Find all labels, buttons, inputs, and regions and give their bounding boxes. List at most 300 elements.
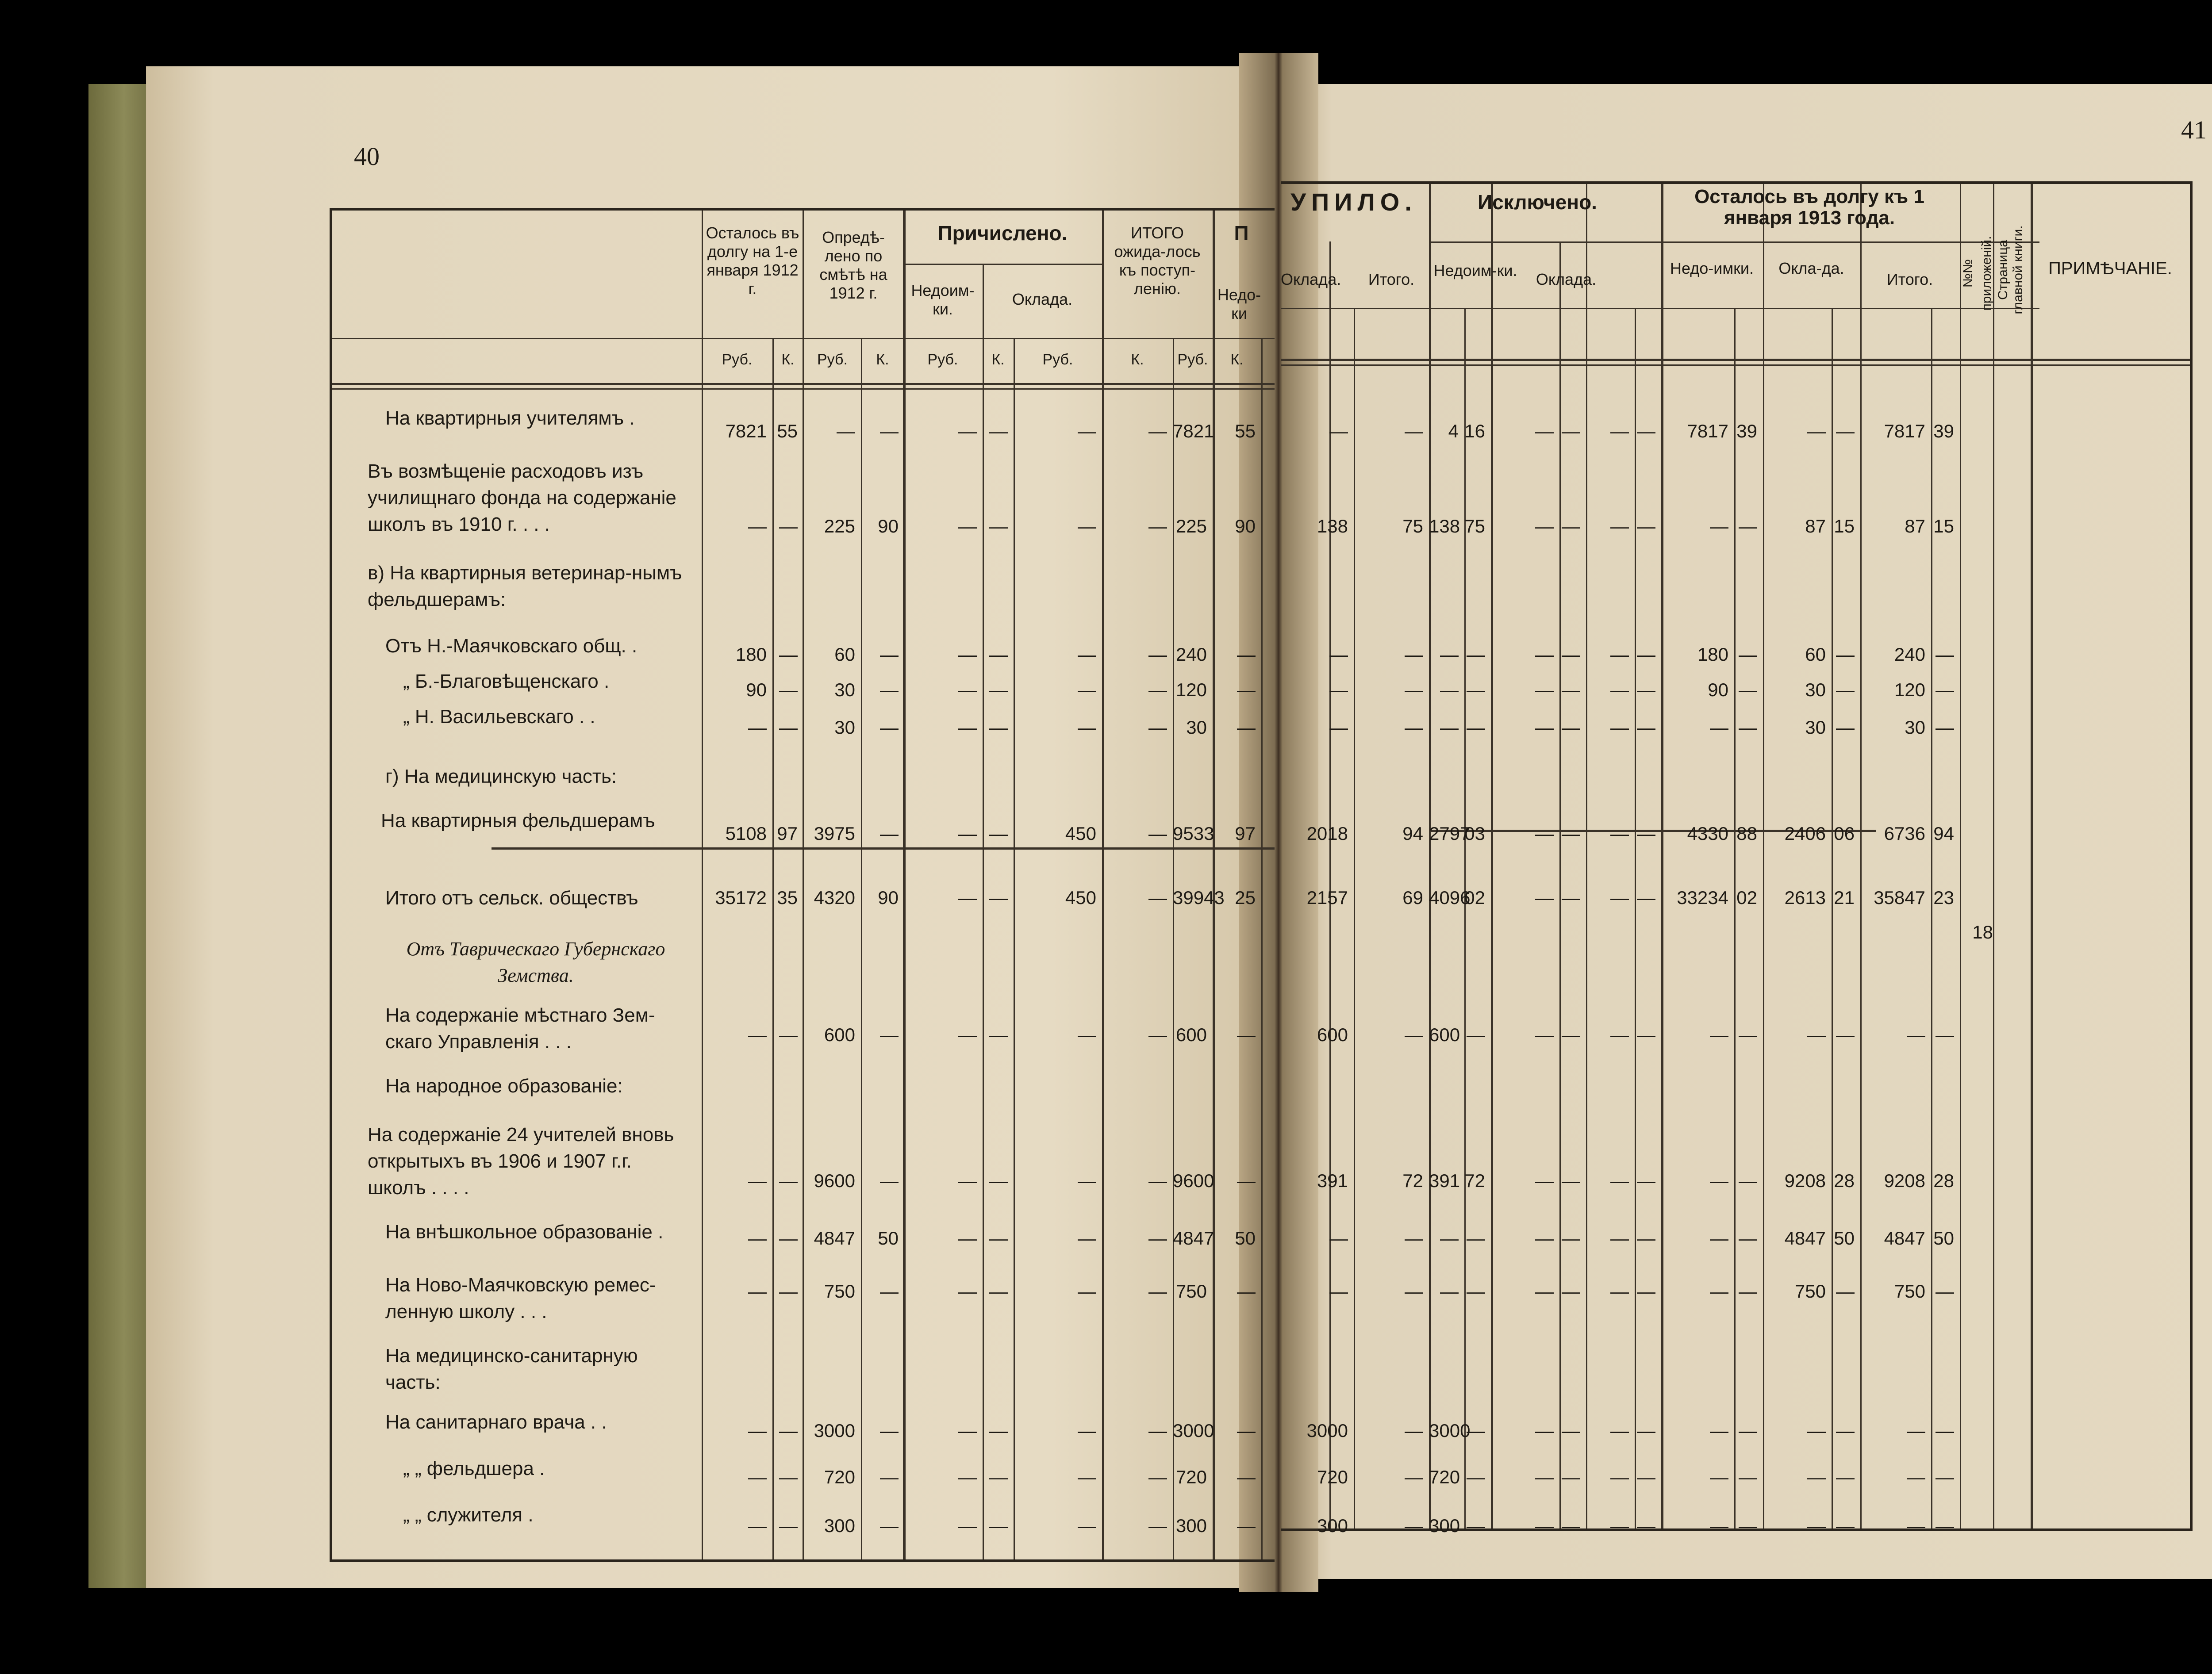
left-cell-r5-c3: — [880, 717, 899, 738]
right-cell-r12-c2: 391 [1429, 1170, 1460, 1191]
right-cell-r7-c10: 2406 [1784, 823, 1826, 844]
left-cell-r1-c7: — [1148, 516, 1167, 536]
right-cell-r7-c6: — [1610, 823, 1629, 844]
right-cell-r14-c11: — [1836, 1281, 1855, 1302]
right-cell-r7-c1: 94 [1402, 823, 1423, 844]
right-cell-r18-c4: — [1535, 1515, 1554, 1536]
right-cell-r12-c9: — [1739, 1170, 1757, 1191]
right-cell-r13-c6: — [1610, 1228, 1629, 1249]
left-cell-r1-c6: — [1078, 516, 1096, 536]
header-left-c6b: Недо-ки [1217, 286, 1261, 322]
right-cell-r13-c2: — [1440, 1228, 1459, 1249]
right-cell-r13-c10: 4847 [1784, 1228, 1826, 1249]
left-cell-r18-c6: — [1078, 1515, 1096, 1536]
header-left-c6: П [1234, 222, 1249, 245]
right-cell-r0-c3: 16 [1464, 421, 1485, 441]
right-cell-r7-c11: 06 [1834, 823, 1855, 844]
row-label-8: Итого отъ сельск. обществъ [385, 887, 638, 909]
right-cell-r0-c2: 4 [1448, 421, 1459, 441]
row-label-14: На Ново-Маячковскую ремес-ленную школу . . . [385, 1274, 656, 1322]
left-cell-r17-c2: 720 [824, 1467, 855, 1487]
right-cell-r14-c8: — [1710, 1281, 1728, 1302]
left-cell-r13-c5: — [989, 1228, 1008, 1249]
right-cell-r12-c6: — [1610, 1170, 1629, 1191]
left-cell-r5-c0: — [748, 717, 767, 738]
right-cell-r17-c8: — [1710, 1467, 1728, 1487]
left-cell-r8-c3: 90 [878, 887, 899, 908]
right-cell-r0-c11: — [1836, 421, 1855, 441]
header-left-group: Причислено. [937, 222, 1068, 245]
left-cell-r4-c8: 120 [1175, 679, 1207, 700]
right-cell-r17-c5: — [1562, 1467, 1580, 1487]
right-cell-r14-c4: — [1535, 1281, 1554, 1302]
right-cell-r14-c9: — [1739, 1281, 1757, 1302]
left-cell-r12-c1: — [779, 1170, 798, 1191]
left-cell-r7-c4: — [958, 823, 977, 844]
left-cell-r4-c0: 90 [746, 679, 767, 700]
right-cell-r18-c1: — [1405, 1515, 1423, 1536]
right-cell-r13-c11: 50 [1834, 1228, 1855, 1249]
right-cell-r12-c7: — [1637, 1170, 1655, 1191]
right-cell-r12-c10: 9208 [1784, 1170, 1826, 1191]
left-cell-r10-c6: — [1078, 1024, 1096, 1045]
right-cell-r4-c6: — [1610, 679, 1629, 700]
left-cell-r3-c7: — [1148, 644, 1167, 665]
right-cell-r4-c1: — [1405, 679, 1423, 700]
left-cell-r1-c3: 90 [878, 516, 899, 536]
right-cell-r17-c9: — [1739, 1467, 1757, 1487]
left-cell-r5-c5: — [989, 717, 1008, 738]
right-cell-r18-c3: — [1467, 1515, 1485, 1536]
left-cell-r3-c0: 180 [735, 644, 767, 665]
left-cell-r5-c9: — [1237, 717, 1256, 738]
right-cell-r3-c3: — [1467, 644, 1485, 665]
header-right-r3: Недоим-ки. [1433, 261, 1517, 280]
right-cell-r13-c1: — [1405, 1228, 1423, 1249]
right-cell-r8-c5: — [1562, 887, 1580, 908]
right-cell-r1-c2: 138 [1429, 516, 1460, 536]
left-cell-r8-c9: 25 [1235, 887, 1256, 908]
right-cell-r13-c12: 4847 [1884, 1228, 1925, 1249]
left-cell-r4-c9: — [1237, 679, 1256, 700]
row-label-4: „ Б.-Благовѣщенскаго . [403, 670, 610, 692]
left-cell-r18-c0: — [748, 1515, 767, 1536]
right-cell-r4-c12: 120 [1894, 679, 1925, 700]
left-cell-r3-c9: — [1237, 644, 1256, 665]
right-cell-r18-c5: — [1562, 1515, 1580, 1536]
left-cell-r4-c2: 30 [834, 679, 855, 700]
unit-rub: Руб. [1177, 351, 1208, 368]
left-cell-r1-c8: 225 [1175, 516, 1207, 536]
left-cell-r13-c8: 4847 [1173, 1228, 1214, 1249]
right-cell-r5-c8: — [1710, 717, 1728, 738]
left-cell-r13-c3: 50 [878, 1228, 899, 1249]
left-cell-r14-c9: — [1237, 1281, 1256, 1302]
right-cell-r18-c2: 300 [1429, 1515, 1460, 1536]
header-right-group2: Исключено. [1478, 191, 1597, 214]
right-cell-r5-c1: — [1405, 717, 1423, 738]
left-cell-r13-c2: 4847 [814, 1228, 855, 1249]
row-label-9: Отъ Таврическаго Губернскаго Земства. [406, 938, 665, 986]
right-cell-r10-c9: — [1739, 1024, 1757, 1045]
left-cell-r3-c5: — [989, 644, 1008, 665]
right-cell-r5-c13: — [1936, 717, 1954, 738]
right-cell-r4-c2: — [1440, 679, 1459, 700]
right-cell-r12-c12: 9208 [1884, 1170, 1925, 1191]
right-cell-r10-c13: — [1936, 1024, 1954, 1045]
header-right-r6: Окла-да. [1778, 259, 1844, 277]
left-cell-r12-c0: — [748, 1170, 767, 1191]
right-cell-r1-c10: 87 [1805, 516, 1826, 536]
right-cell-r3-c6: — [1610, 644, 1629, 665]
right-cell-r8-c1: 69 [1402, 887, 1423, 908]
right-cell-r14-c12: 750 [1894, 1281, 1925, 1302]
right-cell-r10-c3: — [1467, 1024, 1485, 1045]
right-cell-r3-c10: 60 [1805, 644, 1826, 665]
right-cell-r18-c11: — [1836, 1515, 1855, 1536]
left-cell-r0-c1: 55 [777, 421, 798, 441]
right-cell-r12-c11: 28 [1834, 1170, 1855, 1191]
row-label-0: На квартирныя учителямъ . [385, 407, 635, 429]
right-cell-r13-c3: — [1467, 1228, 1485, 1249]
left-cell-r16-c6: — [1078, 1420, 1096, 1441]
right-cell-r16-c7: — [1637, 1420, 1655, 1441]
left-cell-r10-c0: — [748, 1024, 767, 1045]
right-cell-r3-c12: 240 [1894, 644, 1925, 665]
left-cell-r7-c9: 97 [1235, 823, 1256, 844]
left-cell-r4-c6: — [1078, 679, 1096, 700]
left-cell-r14-c7: — [1148, 1281, 1167, 1302]
header-right-r9: Страница главной книги. [1996, 225, 2025, 314]
right-cell-r16-c3: — [1467, 1420, 1485, 1441]
left-cell-r7-c6: 450 [1065, 823, 1096, 844]
row-label-2: в) На квартирныя ветеринар-нымъ фельдшерамъ: [368, 562, 682, 610]
right-cell-r10-c1: — [1405, 1024, 1423, 1045]
right-cell-r1-c9: — [1739, 516, 1757, 536]
right-cell-r5-c3: — [1467, 717, 1485, 738]
left-cell-r8-c6: 450 [1065, 887, 1096, 908]
right-cell-r16-c10: — [1807, 1420, 1826, 1441]
left-cell-r3-c1: — [779, 644, 798, 665]
right-cell-r7-c13: 94 [1933, 823, 1954, 844]
right-cell-r8-c8: 33234 [1677, 887, 1728, 908]
right-cell-r12-c1: 72 [1402, 1170, 1423, 1191]
row-label-10: На содержаніе мѣстнаго Зем-скаго Управленія . . . [385, 1004, 655, 1053]
left-cell-r10-c8: 600 [1175, 1024, 1207, 1045]
right-cell-r4-c7: — [1637, 679, 1655, 700]
left-cell-r8-c2: 4320 [814, 887, 855, 908]
right-cell-r16-c2: 3000 [1429, 1420, 1471, 1441]
row-label-1: Въ возмѣщеніе расходовъ изъ училищнаго фонда на содержаніе школъ въ 1910 г. . . . [368, 460, 676, 535]
right-cell-r10-c11: — [1836, 1024, 1855, 1045]
row-label-13: На внѣшкольное образованіе . [385, 1221, 664, 1243]
right-cell-r10-c4: — [1535, 1024, 1554, 1045]
left-cell-r17-c1: — [779, 1467, 798, 1487]
left-cell-r4-c4: — [958, 679, 977, 700]
right-cell-r5-c2: — [1440, 717, 1459, 738]
right-cell-r3-c8: 180 [1697, 644, 1728, 665]
right-cell-r0-c8: 7817 [1687, 421, 1728, 441]
left-cell-r1-c0: — [748, 516, 767, 536]
right-cell-r1-c8: — [1710, 516, 1728, 536]
unit-kop: К. [991, 351, 1005, 368]
left-cell-r17-c3: — [880, 1467, 899, 1487]
right-cell-r8-c2: 4096 [1429, 887, 1471, 908]
row-label-16: На санитарнаго врача . . [385, 1411, 607, 1433]
right-cell-r16-c6: — [1610, 1420, 1629, 1441]
right-cell-r8-c12: 35847 [1874, 887, 1925, 908]
right-cell-r7-c7: — [1637, 823, 1655, 844]
right-cell-r4-c0: — [1329, 679, 1348, 700]
left-cell-r18-c8: 300 [1175, 1515, 1207, 1536]
left-cell-r10-c4: — [958, 1024, 977, 1045]
right-cell-r7-c5: — [1562, 823, 1580, 844]
left-cell-r16-c5: — [989, 1420, 1008, 1441]
left-cell-r8-c7: — [1148, 887, 1167, 908]
header-left-c4: Оклада. [1012, 290, 1073, 308]
header-right-r8: №№ приложеній. [1961, 236, 1994, 311]
header-right-r4: Оклада. [1536, 270, 1597, 288]
right-cell-r8-c9: 02 [1736, 887, 1757, 908]
right-cell-r8-c7: — [1637, 887, 1655, 908]
left-cell-r4-c1: — [779, 679, 798, 700]
left-cell-r3-c3: — [880, 644, 899, 665]
right-cell-r10-c8: — [1710, 1024, 1728, 1045]
row-label-18: „ „ служителя . [403, 1504, 534, 1526]
right-cell-r3-c7: — [1637, 644, 1655, 665]
left-cell-r0-c4: — [958, 421, 977, 441]
right-cell-r10-c0: 600 [1317, 1024, 1348, 1045]
right-cell-r17-c3: — [1467, 1467, 1485, 1487]
right-cell-r1-c12: 87 [1905, 516, 1925, 536]
left-cell-r13-c4: — [958, 1228, 977, 1249]
right-cell-r14-c0: — [1329, 1281, 1348, 1302]
row-label-15: На медицинско-санитарную часть: [385, 1345, 638, 1393]
left-cell-r8-c0: 35172 [715, 887, 767, 908]
right-cell-r13-c5: — [1562, 1228, 1580, 1249]
left-cell-r17-c6: — [1078, 1467, 1096, 1487]
right-cell-r12-c4: — [1535, 1170, 1554, 1191]
left-cell-r16-c4: — [958, 1420, 977, 1441]
header-right-group1: УПИЛО. [1290, 188, 1417, 216]
left-cell-r16-c0: — [748, 1420, 767, 1441]
right-cell-r7-c4: — [1535, 823, 1554, 844]
right-cell-r18-c0: 300 [1317, 1515, 1348, 1536]
right-cell-r10-c2: 600 [1429, 1024, 1460, 1045]
left-cell-r12-c8: 9600 [1173, 1170, 1214, 1191]
unit-kop: К. [876, 351, 889, 368]
left-cell-r0-c9: 55 [1235, 421, 1256, 441]
right-cell-r17-c4: — [1535, 1467, 1554, 1487]
left-cell-r17-c5: — [989, 1467, 1008, 1487]
right-cell-r18-c8: — [1710, 1515, 1728, 1536]
row-label-7: На квартирныя фельдшерамъ [381, 810, 655, 831]
left-cell-r12-c7: — [1148, 1170, 1167, 1191]
right-cell-r7-c9: 88 [1736, 823, 1757, 844]
left-cell-r17-c9: — [1237, 1467, 1256, 1487]
left-cell-r14-c0: — [748, 1281, 767, 1302]
left-cell-r5-c1: — [779, 717, 798, 738]
left-cell-r14-c1: — [779, 1281, 798, 1302]
header-left-c1: Осталось въ долгу на 1-е января 1912 г. [706, 224, 799, 298]
right-cell-r14-c2: — [1440, 1281, 1459, 1302]
left-cell-r10-c5: — [989, 1024, 1008, 1045]
right-cell-r1-c7: — [1637, 516, 1655, 536]
left-cell-r12-c2: 9600 [814, 1170, 855, 1191]
right-cell-r4-c9: — [1739, 679, 1757, 700]
left-cell-r0-c8: 7821 [1173, 421, 1214, 441]
right-cell-r7-c2: 2797 [1429, 823, 1471, 844]
right-cell-r0-c5: — [1562, 421, 1580, 441]
right-cell-r14-c13: — [1936, 1281, 1954, 1302]
right-cell-r10-c12: — [1907, 1024, 1925, 1045]
left-cell-r1-c5: — [989, 516, 1008, 536]
right-cell-r14-c10: 750 [1794, 1281, 1826, 1302]
right-cell-r0-c13: 39 [1933, 421, 1954, 441]
left-cell-r5-c8: 30 [1186, 717, 1207, 738]
left-cell-r7-c1: 97 [777, 823, 798, 844]
header-right-r2: Итого. [1368, 270, 1415, 288]
right-cell-r16-c0: 3000 [1306, 1420, 1348, 1441]
left-cell-r16-c8: 3000 [1173, 1420, 1214, 1441]
right-cell-r0-c9: 39 [1736, 421, 1757, 441]
left-cell-r13-c1: — [779, 1228, 798, 1249]
left-cell-r4-c3: — [880, 679, 899, 700]
left-cell-r14-c8: 750 [1175, 1281, 1207, 1302]
right-cell-r3-c1: — [1405, 644, 1423, 665]
header-left-c2: Опредѣ-лено по смѣтѣ на 1912 г. [819, 228, 887, 302]
left-cell-r14-c3: — [880, 1281, 899, 1302]
right-cell-r14-c3: — [1467, 1281, 1485, 1302]
right-cell-r17-c0: 720 [1317, 1467, 1348, 1487]
left-cell-r10-c3: — [880, 1024, 899, 1045]
header-right-r7: Итого. [1886, 270, 1933, 288]
left-cell-r16-c2: 3000 [814, 1420, 855, 1441]
right-cell-r16-c4: — [1535, 1420, 1554, 1441]
left-cell-r8-c5: — [989, 887, 1008, 908]
right-cell-r3-c0: — [1329, 644, 1348, 665]
right-cell-r5-c7: — [1637, 717, 1655, 738]
left-cell-r18-c3: — [880, 1515, 899, 1536]
row-label-12: На содержаніе 24 учителей вновь открытыхъ въ 1906 и 1907 г.г. школъ . . . . [368, 1124, 674, 1199]
right-cell-r8-c6: — [1610, 887, 1629, 908]
left-cell-r0-c7: — [1148, 421, 1167, 441]
right-cell-r5-c6: — [1610, 717, 1629, 738]
left-cell-r13-c0: — [748, 1228, 767, 1249]
right-cell-r8-c0: 2157 [1306, 887, 1348, 908]
right-cell-r1-c6: — [1610, 516, 1629, 536]
right-cell-r18-c10: — [1807, 1515, 1826, 1536]
right-cell-r8-c11: 21 [1834, 887, 1855, 908]
unit-kop: К. [781, 351, 795, 368]
right-cell-r5-c11: — [1836, 717, 1855, 738]
row-label-17: „ „ фельдшера . [403, 1458, 545, 1479]
row-label-11: На народное образованіе: [385, 1075, 623, 1097]
left-cell-r5-c7: — [1148, 717, 1167, 738]
right-cell-r17-c1: — [1405, 1467, 1423, 1487]
right-cell-r1-c0: 138 [1317, 516, 1348, 536]
right-cell-r5-c12: 30 [1905, 717, 1925, 738]
right-cell-r17-c2: 720 [1429, 1467, 1460, 1487]
left-cell-r10-c9: — [1237, 1024, 1256, 1045]
left-cell-r14-c4: — [958, 1281, 977, 1302]
left-cell-r18-c5: — [989, 1515, 1008, 1536]
right-cell-r0-c7: — [1637, 421, 1655, 441]
right-cell-r17-c11: — [1836, 1467, 1855, 1487]
left-cell-r13-c7: — [1148, 1228, 1167, 1249]
right-cell-r7-c8: 4330 [1687, 823, 1728, 844]
right-cell-r4-c13: — [1936, 679, 1954, 700]
header-right-r5: Недо-имки. [1670, 259, 1754, 277]
right-cell-r16-c1: — [1405, 1420, 1423, 1441]
right-cell-r14-c1: — [1405, 1281, 1423, 1302]
right-ledger-table [1281, 181, 2193, 1536]
row-label-6: г) На медицинскую часть: [385, 766, 617, 787]
left-cell-r0-c5: — [989, 421, 1008, 441]
left-cell-r18-c7: — [1148, 1515, 1167, 1536]
left-cell-r3-c4: — [958, 644, 977, 665]
left-cell-r1-c9: 90 [1235, 516, 1256, 536]
right-cell-r3-c11: — [1836, 644, 1855, 665]
left-cell-r0-c2: — [837, 421, 855, 441]
left-cell-r1-c2: 225 [824, 516, 855, 536]
left-cell-r16-c3: — [880, 1420, 899, 1441]
left-cell-r18-c4: — [958, 1515, 977, 1536]
left-cell-r5-c6: — [1078, 717, 1096, 738]
left-cell-r13-c9: 50 [1235, 1228, 1256, 1249]
right-cell-r12-c13: 28 [1933, 1170, 1954, 1191]
left-cell-r18-c1: — [779, 1515, 798, 1536]
right-cell-r5-c4: — [1535, 717, 1554, 738]
left-cell-r7-c5: — [989, 823, 1008, 844]
header-left-c3: Недоим-ки. [911, 281, 975, 318]
left-cell-r14-c5: — [989, 1281, 1008, 1302]
right-cell-r18-c6: — [1610, 1515, 1629, 1536]
row-label-5: „ Н. Васильевскаго . . [403, 706, 595, 728]
left-cell-r7-c8: 9533 [1173, 823, 1214, 844]
left-cell-r5-c2: 30 [834, 717, 855, 738]
left-cell-r4-c7: — [1148, 679, 1167, 700]
right-cell-r8-c4: — [1535, 887, 1554, 908]
right-cell-r7-c3: 03 [1464, 823, 1485, 844]
left-cell-r16-c7: — [1148, 1420, 1167, 1441]
left-cell-r17-c8: 720 [1175, 1467, 1207, 1487]
left-cell-r0-c3: — [880, 421, 899, 441]
left-cell-r17-c4: — [958, 1467, 977, 1487]
right-cell-r17-c13: — [1936, 1467, 1954, 1487]
right-cell-r0-c1: — [1405, 421, 1423, 441]
right-cell-r12-c5: — [1562, 1170, 1580, 1191]
left-ledger-table [330, 208, 1275, 1562]
right-cell-r1-c1: 75 [1402, 516, 1423, 536]
left-cell-r16-c1: — [779, 1420, 798, 1441]
right-cell-r13-c7: — [1637, 1228, 1655, 1249]
left-cell-r8-c1: 35 [777, 887, 798, 908]
right-cell-r4-c4: — [1535, 679, 1554, 700]
left-cell-r1-c1: — [779, 516, 798, 536]
right-cell-r5-c10: 30 [1805, 717, 1826, 738]
left-cell-r17-c7: — [1148, 1467, 1167, 1487]
unit-rub: Руб. [722, 351, 753, 368]
unit-kop: К. [1131, 351, 1144, 368]
right-cell-r0-c12: 7817 [1884, 421, 1925, 441]
right-cell-r1-c5: — [1562, 516, 1580, 536]
left-cell-r16-c9: — [1237, 1420, 1256, 1441]
unit-kop: К. [1230, 351, 1244, 368]
right-cell-r3-c9: — [1739, 644, 1757, 665]
header-right-r1: Оклада. [1281, 270, 1341, 288]
left-cell-r13-c6: — [1078, 1228, 1096, 1249]
